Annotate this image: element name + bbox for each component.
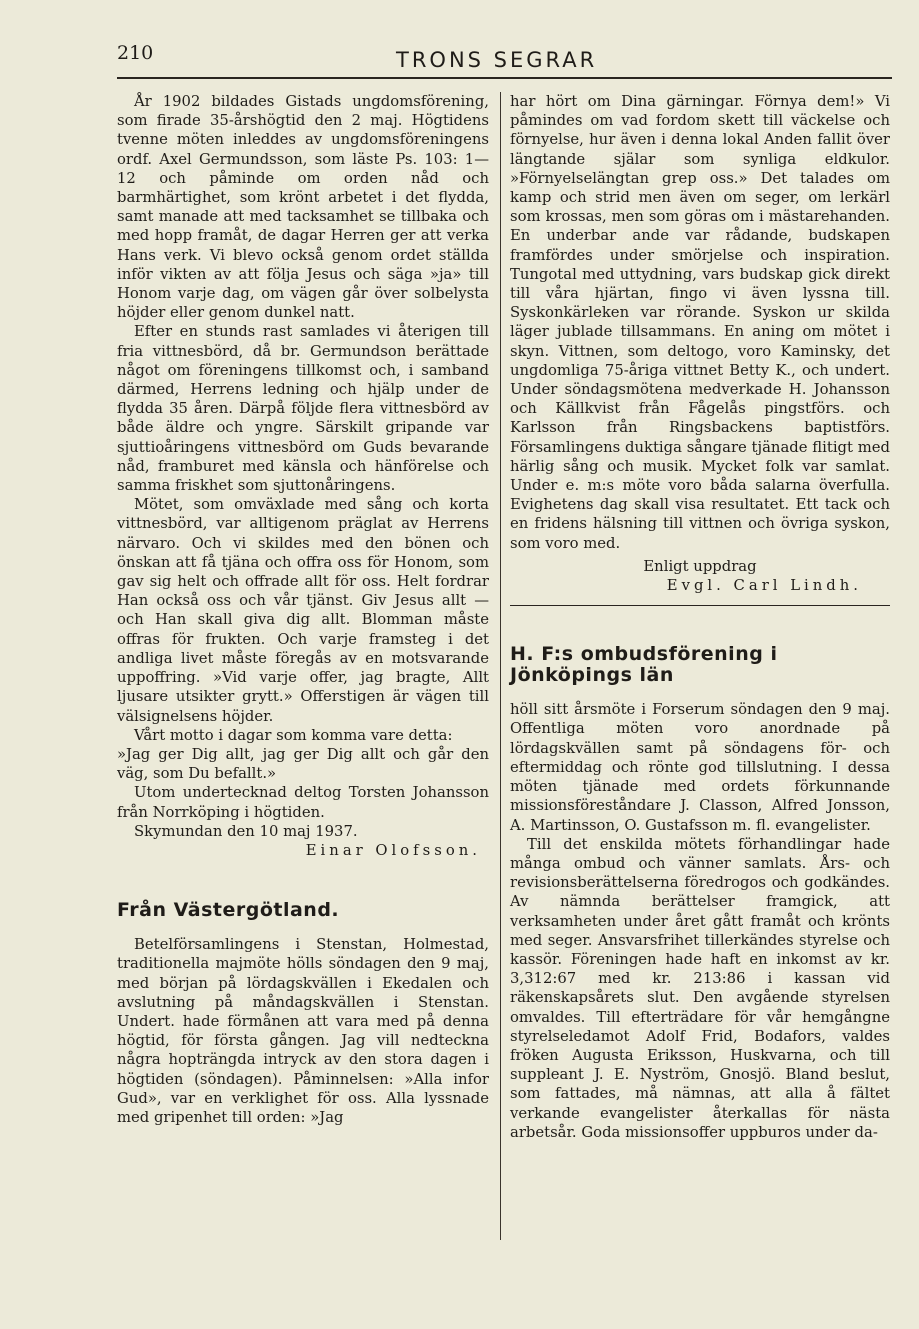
article-paragraph: Utom undertecknad deltog Torsten Johansson från Norrköping i högtiden.	[117, 784, 489, 821]
signature: Einar Olofsson.	[305, 841, 481, 859]
article-paragraph: Till det enskilda mötets förhandlingar hade många ombud och vänner samlats. Års- och revisionsberättelserna föredrogos och godkändes. Av nämnda berättelser framgick, att verksamheten under året gått framåt och krönts med seger. Ansvarsfrihet tillerkändes styrelse och kassör. Föreningen hade haft en inkomst av kr. 3,312:67 med kr. 213:86 i kassan vid räkenskapsårets slut. Den avgående styrelsen omvaldes. Till efterträdare för vår hemgångne styrelseledamot Adolf Frid, Bodafors, valdes fröken Augusta Eriksson, Huskvarna, och till suppleant J. E. Nyström, Gnosjö. Bland beslut, som fattades, må nämnas, att alla å fältet verkande evangelister återkallas för nästa arbetsår. Goda missionsoffer uppburos under da-	[510, 835, 890, 1141]
article-paragraph: Mötet, som omväxlade med sång och korta vittnesbörd, var alltigenom präglat av Herrens närvaro. Och vi skildes med den bönen och önskan att få tjäna och offra oss för Honom, som gav sig helt och offrade allt för oss. Helt fordrar Han också oss och vår tjänst. Giv Jesus allt — och Han skall giva dig allt. Blomman måste offras för frukten. Och varje framsteg i det andliga livet måste föregås av en motsvarande uppoffring. »Vid varje offer, jag bragte, Allt ljusare utsikter grytt.» Offerstigen är vägen till välsignelsens höjder.	[117, 496, 489, 725]
running-title: TRONS SEGRAR	[396, 48, 598, 72]
article-paragraph: har hört om Dina gärningar. Förnya dem!» Vi påmindes om vad fordom skett till väckelse och förnyelse, hur även i denna lokal Anden fallit över längtande själar som synliga eldkulor. »Förnyelselängtan grep oss.» Det talades om kamp och strid men även om seger, om lerkärl som krossas, men som göras om i mästarehanden. En underbar ande var rådande, budskapen framfördes under smörjelse och inspiration. Tungotal med uttydning, vars budskap gick direkt till våra hjärtan, fingo vi även lyssna till. Syskonkärleken var rörande. Syskon ur skilda läger jublade tillsammans. En aning om mötet i skyn. Vittnen, som deltogo, voro Kaminsky, det ungdomliga 75-åriga vittnet Betty K., och undert. Under söndagsmötena medverkade H. Johansson och Källkvist från Fågelås pingstförs. och Karlsson från Ringsbackens baptistförs. Församlingens duktiga sångare tjänade flitigt med härlig sång och musik. Mycket folk var samlat. Under e. m:s möte voro båda salarna överfulla. Evighetens dag skall visa resultatet. Ett tack och en fridens hälsning till vittnen och övriga syskon, som voro med.	[510, 93, 890, 552]
article-paragraph: Efter en stunds rast samlades vi återigen till fria vittnesbörd, då br. Germundson berättade något om föreningens tillkomst och, i samband därmed, Herrens ledning och hjälp under de flydda 35 åren. Därpå följde flera vittnesbörd av både äldre och yngre. Särskilt gripande var sjuttioåringens vittnesbörd om Guds bevarande nåd, framburet med känsla och hänförelse och samma friskhet som sjuttonåringens.	[117, 323, 489, 495]
assignment-line: Enligt uppdrag	[643, 557, 757, 575]
dateline: Skymundan den 10 maj 1937.	[134, 822, 358, 840]
article-paragraph: höll sitt årsmöte i Forserum söndagen den 9 maj. Offentliga möten voro anordnade på lördagskvällen samt på söndagens för- och eftermiddag och rönte god tillslutning. I dessa möten tjänade med ordets förkunnande missionsföreståndare J. Classon, Alfred Jonsson, A. Martinsson, O. Gustafsson m. fl. evangelister.	[510, 701, 890, 834]
motto-quote: »Jag ger Dig allt, jag ger Dig allt och går den väg, som Du befallt.»	[117, 745, 489, 783]
article-paragraph: År 1902 bildades Gistads ungdomsförening, som firade 35-årshögtid den 2 maj. Högtidens tvenne möten inleddes av ungdomsföreningens ordf. Axel Germundsson, som läste Ps. 103: 1—12 och påminde om orden nåd och barmhärtighet, som krönt arbetet i det flydda, samt manade att med tacksamhet se tillbaka och med hopp framåt, de dagar Herren ger att verka Hans verk. Vi blevo också genom ordet ställda inför vikten av att följa Jesus och säga »ja» till Honom varje dag, om vägen går över solbelysta höjder eller genom dunkel natt.	[117, 93, 489, 322]
section-heading: H. F:s ombudsförening i Jönköpings län	[510, 643, 778, 687]
right-column	[510, 92, 890, 1142]
signature: Evgl. Carl Lindh.	[666, 577, 862, 595]
left-column	[117, 92, 489, 1127]
column-divider	[500, 92, 501, 1240]
page-number: 210	[117, 42, 154, 64]
article-paragraph: Betelförsamlingens i Stenstan, Holmestad, traditionella majmöte hölls söndagen den 9 maj, med början på lördagskvällen i Ekedalen och avslutning på måndagskvällen i Stenstan. Undert. hade förmånen att vara med på denna högtid, för första gången. Jag vill nedteckna några hopträngda intryck av den stora dagen i högtiden (söndagen). Påminnelsen: »Alla infor Gud», var en verklighet för oss. Alla lyssnade med gripenhet till orden: »Jag	[117, 936, 489, 1126]
header-rule	[117, 77, 892, 79]
article-paragraph: Vårt motto i dagar som komma vare detta:	[134, 726, 453, 744]
section-heading: Från Västergötland.	[117, 899, 340, 922]
